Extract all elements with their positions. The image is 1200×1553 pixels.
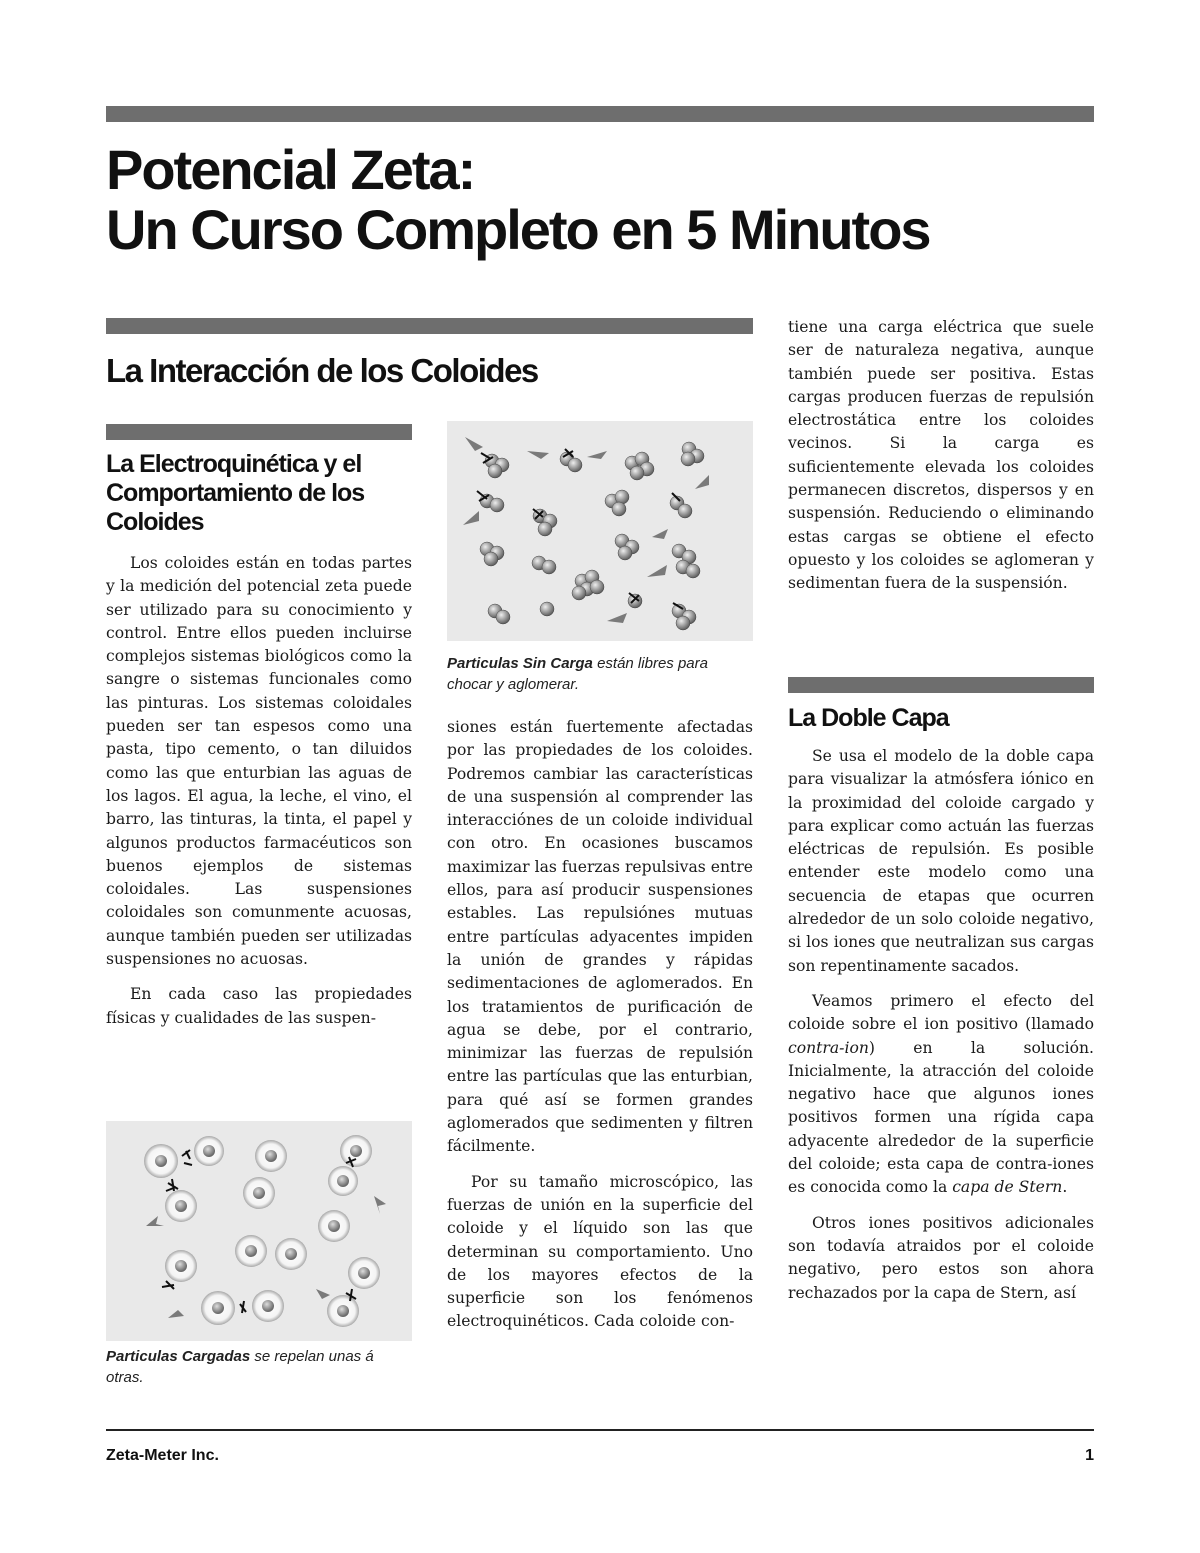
col3-rule: [788, 677, 1094, 693]
page-title: [106, 140, 1096, 260]
col3-paragraph-4: Otros iones positivos adicionales son todavía atraidos por el coloide negativo, pero estos son ahora rechazados por la capa de Stern, así: [788, 1213, 1094, 1302]
figure-charged-particles: [106, 1121, 412, 1341]
col2-text: [447, 716, 753, 1346]
col1-subheading: La Electroquinética y el Comportamiento de los Coloides: [106, 450, 365, 536]
col1-paragraph-1: Los coloides están en todas partes y la medición del potencial zeta puede ser utilizado para su conocimiento y control. Entre ellos pueden incluirse complejos sistemas biológicos como la sangre o sistemas funcionales como las pinturas. Los sistemas coloidales pueden ser tan espesos como una pasta, tipo cemento, o tan diluidos como las que enturbian las aguas de los lagos. El agua, la leche, el vino, el barro, las tinturas, la tinta, el papel y algunos productos farmacéuticos son buenos ejemplos de sistemas coloidales. Las suspensiones coloidales son comunmente acuosas, aunque también pueden ser utilizadas suspensiones no acuosas.: [106, 554, 412, 969]
col3-paragraph-3: [788, 990, 1094, 1200]
col1-paragraph-2: En cada caso las propiedades físicas y cualidades de las suspen-: [106, 985, 412, 1027]
col1-text: [106, 552, 412, 1042]
footer-page-number: 1: [1085, 1447, 1094, 1464]
col3-paragraph-3-a: Veamos primero el efecto del coloide sobre el ion positivo (llamado: [788, 991, 1094, 1034]
col3-paragraph-2: Se usa el modelo de la doble capa para visualizar la atmósfera iónico en la proximidad del coloide cargado y para explicar como actuán las fuerzas eléctricas de repulsión. Es posible entender este modelo como una secuencia de etapas que ocurren alrededor de un solo coloide negativo, si los iones que neutralizan sus cargas son repentinamente sacados.: [788, 747, 1094, 975]
figure-uncharged-caption: [447, 653, 753, 695]
col3-text-bottom: [788, 745, 1094, 1317]
col1-rule: [106, 424, 412, 440]
col2-paragraph-1: siones están fuertemente afectadas por las propiedades de los coloides. Podremos cambiar las características de una suspensión al comprender las interacciónes de un coloide individual con otro. En ocasiones buscamos maximizar las fuerzas repulsivas entre ellos, para así producir suspensiones estables. Las repulsiónes mutuas entre partículas adyacentes impiden la unión de grandes y rápidas sedimentaciones de aglomerados. En los tratamientos de purificación de agua se debe, por el contrario, minimizar las fuerzas de repulsión entre las partículas que las enturbian, para qué así se formen grandes aglomerados que sedimenten y filtren fácilmente.: [447, 718, 753, 1156]
figure-uncharged-caption-bold: Particulas Sin Carga: [447, 655, 593, 672]
title-line-1: Potencial Zeta:: [106, 138, 475, 201]
col3-subheading: La Doble Capa: [788, 704, 949, 732]
col3-paragraph-1: tiene una carga eléctrica que suele ser de naturaleza negativa, aunque también puede ser positiva. Estas cargas producen fuerzas de repulsión electrostática entre los coloides vecinos. Si la carga es suficientemente elevada los coloides permanecen discretos, dispersos y en suspensión. Reduciendo o eliminando estas cargas se obtiene el efecto opuesto y los coloides se aglomeran y sedimentan fuera de la suspensión.: [788, 318, 1094, 593]
col3-text-top: [788, 316, 1094, 608]
col3-paragraph-3-b: ) en la solución. Inicialmente, la atracción del coloide negativo hace que algunos iones positivos formen una rígida capa adyacente alrededor de la superficie del coloide; esta capa de contra-iones es conocida como la: [788, 1038, 1094, 1197]
footer-rule: [106, 1429, 1094, 1431]
contra-ion-term: contra-ion: [788, 1038, 869, 1057]
figure-charged-caption-bold: Particulas Cargadas: [106, 1348, 251, 1365]
top-rule: [106, 106, 1094, 122]
figure-charged-caption-rest: se repelan unas á otras.: [106, 1348, 374, 1386]
charged-particles-illustration: [106, 1121, 412, 1341]
footer-company: Zeta-Meter Inc.: [106, 1447, 219, 1464]
capa-de-stern-term: capa de Stern: [952, 1178, 1063, 1197]
section-heading: La Interacción de los Coloides: [106, 352, 538, 389]
figure-charged-caption: [106, 1346, 412, 1388]
aggregates: [480, 442, 704, 630]
col3-paragraph-3-c: .: [1062, 1178, 1068, 1197]
title-line-2: Un Curso Completo en 5 Minutos: [106, 198, 930, 261]
col2-paragraph-2: Por su tamaño microscópico, las fuerzas de unión en la superficie del coloide y el líquido son las que determinan su comportamiento. Uno de los mayores efectos de la superficie son los fenómenos electroquinéticos. Cada coloide con-: [447, 1172, 753, 1331]
charged-colloids: [144, 1135, 380, 1327]
section-rule: [106, 318, 753, 334]
figure-uncharged-caption-rest: están libres para chocar y aglomerar.: [447, 655, 708, 693]
figure-uncharged-particles: [447, 421, 753, 641]
uncharged-particles-illustration: [447, 421, 753, 641]
